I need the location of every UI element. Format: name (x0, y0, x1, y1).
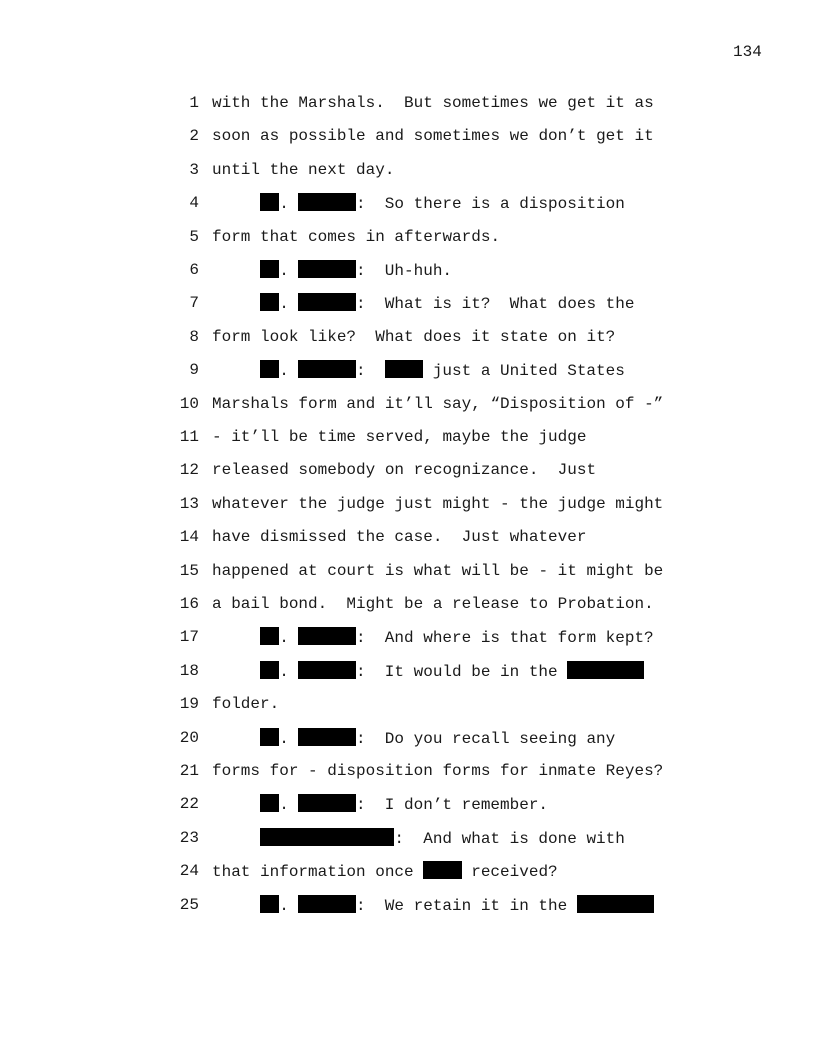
redaction-block (298, 193, 356, 211)
line-text: form that comes in afterwards. (212, 227, 501, 246)
transcript-line (0, 895, 816, 915)
line-number: 8 (189, 327, 199, 346)
line-number: 19 (179, 695, 199, 714)
line-text: soon as possible and sometimes we don’t get it (212, 127, 654, 146)
transcript-line (0, 460, 816, 480)
redaction-block (298, 728, 356, 746)
line-number: 21 (179, 762, 199, 780)
line-text: a bail bond. Might be a release to Probation. (212, 595, 654, 613)
line-text-segment: . (279, 262, 299, 280)
transcript-line (0, 694, 816, 714)
line-text-segment (212, 629, 260, 647)
line-number: 18 (179, 661, 199, 680)
line-number: 25 (179, 895, 199, 914)
redaction-block (298, 895, 356, 913)
line-text-segment: : Uh-huh. (356, 262, 453, 280)
line-text-segment (212, 362, 260, 380)
line-text: Marshals form and it’ll say, “Disposition of -” (212, 394, 664, 413)
line-text-segment: . (279, 629, 299, 648)
line-text-segment: received? (461, 863, 558, 882)
transcript-line (0, 193, 816, 213)
redaction-block (298, 661, 356, 679)
line-number: 3 (189, 160, 199, 179)
line-text: form look like? What does it state on it? (212, 327, 616, 346)
line-text-segment: : And what is done with (394, 829, 625, 848)
line-text-segment: : (356, 362, 385, 381)
redaction-block (423, 861, 461, 879)
transcript-line (0, 394, 816, 414)
transcript-line (0, 861, 816, 881)
line-text: happened at court is what will be - it might be (212, 561, 664, 580)
line-text: with the Marshals. But sometimes we get it as (212, 94, 654, 112)
transcript-line (0, 661, 816, 681)
line-text-segment (212, 830, 260, 848)
line-text-segment: . (279, 796, 299, 815)
line-text-segment: . (279, 195, 299, 214)
redaction-block (260, 627, 279, 645)
transcript-line (0, 93, 816, 113)
redaction-block (385, 360, 423, 378)
redaction-block (260, 794, 279, 812)
line-text-segment (212, 897, 260, 915)
transcript-line (0, 561, 816, 581)
line-text-segment: just a United States (423, 362, 625, 381)
line-text (212, 193, 625, 214)
transcript-line (0, 527, 816, 547)
line-text-segment (212, 262, 260, 280)
line-text-segment (212, 195, 260, 213)
redaction-block (260, 895, 279, 913)
line-text: until the next day. (212, 160, 395, 179)
transcript-line (0, 360, 816, 380)
line-text-segment: : And where is that form kept? (356, 629, 654, 648)
line-text-segment (212, 295, 260, 313)
line-text (212, 360, 625, 381)
line-text-segment (212, 730, 260, 748)
transcript-line (0, 160, 816, 180)
line-text: - it’ll be time served, maybe the judge (212, 428, 587, 446)
line-text (212, 861, 558, 882)
redaction-block (298, 260, 356, 278)
line-text: released somebody on recognizance. Just (212, 461, 597, 480)
line-text-segment: that information once (212, 863, 424, 882)
line-number: 23 (179, 828, 199, 847)
line-text-segment: : I don’t remember. (356, 796, 549, 815)
line-text (212, 661, 644, 682)
redaction-block (577, 895, 654, 913)
line-text-segment: . (279, 729, 299, 748)
line-text: folder. (212, 695, 280, 714)
line-text (212, 728, 615, 749)
transcript-line (0, 126, 816, 146)
line-number: 9 (189, 361, 199, 380)
page-number: 134 (733, 43, 762, 61)
line-text-segment: : So there is a disposition (356, 195, 625, 214)
line-text-segment: . (279, 662, 299, 681)
transcript-line (0, 427, 816, 447)
line-number: 13 (179, 494, 199, 513)
line-text (212, 293, 634, 314)
redaction-block (260, 193, 279, 211)
line-text (212, 260, 452, 281)
line-number: 24 (179, 862, 199, 881)
redaction-block (567, 661, 644, 679)
line-number: 16 (179, 595, 199, 613)
transcript-line (0, 627, 816, 647)
line-number: 1 (189, 94, 199, 112)
redaction-block (260, 661, 279, 679)
redaction-block (298, 293, 356, 311)
line-text-segment: : Do you recall seeing any (356, 729, 616, 748)
line-number: 14 (179, 528, 199, 547)
line-number: 2 (189, 127, 199, 146)
line-text (212, 794, 548, 815)
transcript-line (0, 761, 816, 781)
transcript-line (0, 828, 816, 848)
line-text-segment: . (279, 295, 299, 314)
line-number: 15 (179, 561, 199, 580)
line-number: 12 (179, 461, 199, 480)
line-text-segment: : It would be in the (356, 662, 568, 681)
line-text-segment (212, 663, 260, 681)
redaction-block (298, 360, 356, 378)
line-text-segment: . (279, 896, 299, 915)
line-number: 22 (179, 795, 199, 814)
redaction-block (260, 360, 279, 378)
line-text (212, 895, 654, 916)
line-text: whatever the judge just might - the judge might (212, 494, 664, 513)
line-text: forms for - disposition forms for inmate Reyes? (212, 762, 664, 780)
line-text: have dismissed the case. Just whatever (212, 528, 587, 547)
line-number: 6 (189, 261, 199, 279)
transcript-line (0, 594, 816, 614)
line-text-segment: . (279, 362, 299, 381)
line-number: 20 (179, 728, 199, 747)
transcript-line (0, 728, 816, 748)
redaction-block (260, 728, 279, 746)
line-text-segment (212, 796, 260, 814)
line-number: 5 (189, 227, 199, 246)
transcript-line (0, 327, 816, 347)
redaction-block (260, 260, 279, 278)
line-number: 11 (179, 428, 199, 446)
line-text (212, 627, 654, 648)
line-number: 7 (189, 294, 199, 313)
redaction-block (298, 627, 356, 645)
transcript-line (0, 260, 816, 280)
line-text-segment: : What is it? What does the (356, 295, 635, 314)
line-number: 4 (189, 194, 199, 213)
transcript-line (0, 494, 816, 514)
redaction-block (260, 293, 279, 311)
line-text (212, 828, 625, 849)
line-number: 10 (179, 394, 199, 413)
line-number: 17 (179, 628, 199, 647)
transcript-line (0, 794, 816, 814)
redaction-block (260, 828, 394, 846)
redaction-block (298, 794, 356, 812)
line-text-segment: : We retain it in the (356, 896, 577, 915)
transcript-line (0, 227, 816, 247)
transcript-line (0, 293, 816, 313)
